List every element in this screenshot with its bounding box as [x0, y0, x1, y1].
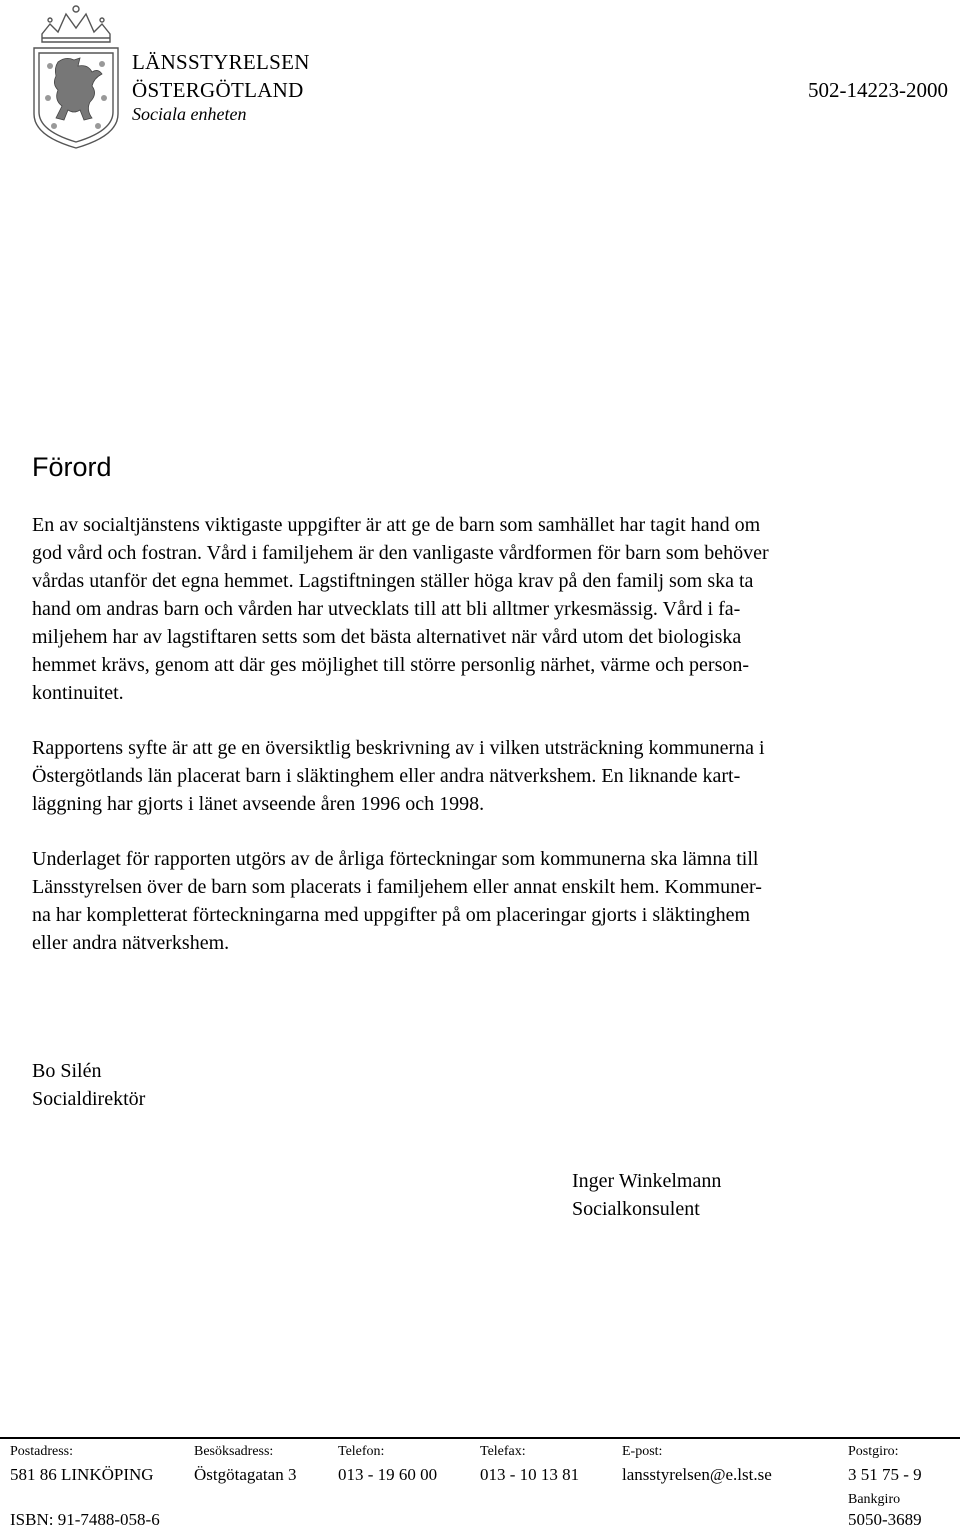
- signatory-name: Inger Winkelmann: [572, 1170, 722, 1192]
- signature-block: [32, 1057, 145, 1113]
- signature-block: [572, 1167, 721, 1223]
- organization-unit: Sociala enheten: [132, 104, 247, 124]
- phone-label: Telefon:: [338, 1444, 385, 1459]
- text-line: Rapportens syfte är att ge en översiktlig beskrivning av i vilken utsträckning kommunerna i: [32, 737, 765, 759]
- text-line: Länsstyrelsen över de barn som placerats i familjehem eller annat enskilt hem. Kommuner-: [32, 876, 762, 898]
- visit-address-label: Besöksadress:: [194, 1444, 274, 1459]
- bankgiro-value: 5050-3689: [848, 1510, 922, 1529]
- text-line: hemmet krävs, genom att där ges möjlighet till större personlig närhet, värme och person-: [32, 654, 750, 676]
- paragraph-2: [32, 734, 912, 818]
- text-line: miljehem har av lagstiftaren setts som det bästa alternativet när vård utom det biologiska: [32, 626, 742, 648]
- organization-region: ÖSTERGÖTLAND: [132, 78, 304, 102]
- coat-of-arms-icon: [28, 2, 124, 150]
- bankgiro-label: Bankgiro: [848, 1492, 901, 1507]
- text-line: Underlaget för rapporten utgörs av de årliga förteckningar som kommunerna ska lämna till: [32, 848, 759, 870]
- signatory-title: Socialkonsulent: [572, 1198, 700, 1220]
- postal-address-value: 581 86 LINKÖPING: [10, 1465, 154, 1484]
- text-line: vårdas utanför det egna hemmet. Lagstiftningen ställer höga krav på den familj som ska ta: [32, 570, 754, 592]
- phone-value: 013 - 19 60 00: [338, 1465, 438, 1484]
- fax-label: Telefax:: [480, 1444, 526, 1459]
- page-title: Förord: [32, 452, 112, 482]
- reference-number: 502-14223-2000: [808, 78, 948, 102]
- isbn: ISBN: 91-7488-058-6: [10, 1510, 160, 1529]
- text-line: Östergötlands län placerat barn i släktinghem eller andra nätverkshem. En liknande kart-: [32, 765, 741, 787]
- paragraph-3: [32, 845, 912, 957]
- text-line: na har kompletterat förteckningarna med uppgifter på om placeringar gjorts i släktinghem: [32, 904, 751, 926]
- paragraph-1: [32, 511, 912, 707]
- email-label: E-post:: [622, 1444, 663, 1459]
- footer-divider: [0, 1437, 960, 1439]
- visit-address-value: Östgötagatan 3: [194, 1465, 297, 1484]
- fax-value: 013 - 10 13 81: [480, 1465, 580, 1484]
- postal-address-label: Postadress:: [10, 1444, 73, 1459]
- signatory-name: Bo Silén: [32, 1060, 102, 1082]
- text-line: En av socialtjänstens viktigaste uppgifter är att ge de barn som samhället har tagit hand om: [32, 514, 761, 536]
- text-line: läggning har gjorts i länet avseende åren 1996 och 1998.: [32, 793, 485, 815]
- postgiro-value: 3 51 75 - 9: [848, 1465, 922, 1484]
- text-line: kontinuitet.: [32, 682, 124, 704]
- email-link[interactable]: lansstyrelsen@e.lst.se: [622, 1465, 772, 1484]
- text-line: god vård och fostran. Vård i familjehem är den vanligaste vårdformen för barn som behöver: [32, 542, 769, 564]
- text-line: hand om andras barn och vården har utvecklats till att bli alltmer yrkesmässig. Vård i fa-: [32, 598, 741, 620]
- signatory-title: Socialdirektör: [32, 1088, 146, 1110]
- postgiro-label: Postgiro:: [848, 1444, 899, 1459]
- organization-name: LÄNSSTYRELSEN: [132, 50, 310, 74]
- text-line: eller andra nätverkshem.: [32, 932, 230, 954]
